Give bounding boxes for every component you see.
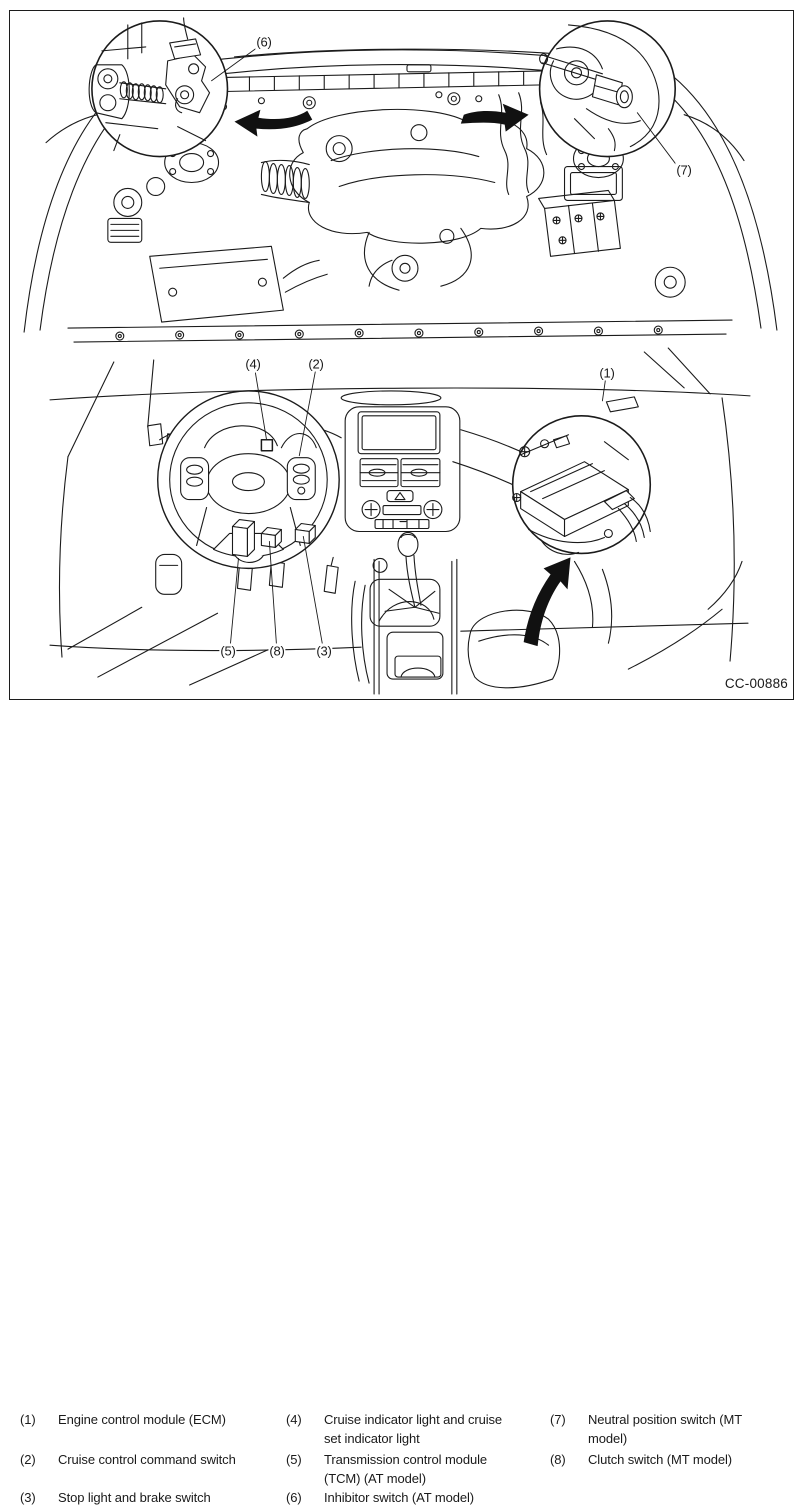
callout-label-4: (4) — [245, 356, 261, 372]
legend-item-number: (5) — [286, 1452, 302, 1467]
callout-label-2: (2) — [308, 356, 324, 372]
legend-item — [286, 1488, 520, 1507]
legend-item-text: Cruise control command switch — [58, 1452, 236, 1467]
legend-item-number: (2) — [20, 1452, 36, 1467]
cruise-indicator-marker — [261, 440, 272, 451]
callout-label-7: (7) — [676, 162, 692, 178]
callout-label-6: (6) — [256, 34, 272, 50]
component-location-illustration — [10, 11, 793, 699]
legend-item — [286, 1410, 520, 1448]
legend-item-number: (4) — [286, 1412, 302, 1427]
legend-item-text: Transmission control module (TCM) (AT model) — [324, 1452, 487, 1486]
legend-item-number: (8) — [550, 1452, 566, 1467]
figure-frame — [9, 10, 794, 700]
legend-item-text: Inhibitor switch (AT model) — [324, 1490, 474, 1505]
detail-circle-ecm — [513, 416, 651, 555]
callout-label-5: (5) — [220, 643, 236, 659]
legend-item-number: (3) — [20, 1490, 36, 1505]
legend-item — [550, 1450, 768, 1469]
arrow-to-ecm-detail — [524, 557, 571, 646]
legend — [0, 700, 804, 1505]
legend-item-text: Engine control module (ECM) — [58, 1412, 226, 1427]
legend-item-number: (6) — [286, 1490, 302, 1505]
figure-code: CC-00886 — [724, 676, 788, 691]
interior-drawing — [50, 348, 750, 694]
leader-3 — [303, 536, 322, 643]
leader-1 — [602, 380, 605, 401]
callout-label-8: (8) — [269, 643, 285, 659]
legend-item-text: Clutch switch (MT model) — [588, 1452, 733, 1467]
legend-item — [286, 1450, 520, 1488]
leader-5 — [230, 558, 238, 643]
legend-item-text: Stop light and brake switch — [58, 1490, 211, 1505]
legend-item — [550, 1410, 768, 1448]
legend-item-text: Cruise indicator light and cruise set indicator light — [324, 1412, 503, 1446]
callout-label-1: (1) — [599, 365, 615, 381]
legend-item-number: (1) — [20, 1412, 36, 1427]
legend-item — [20, 1450, 293, 1469]
legend-item-number: (7) — [550, 1412, 566, 1427]
detail-circle-inhibitor-switch — [89, 18, 227, 157]
legend-item-text: Neutral position switch (MT model) — [588, 1412, 742, 1446]
callout-label-3: (3) — [316, 643, 332, 659]
legend-item — [20, 1488, 293, 1507]
legend-item — [20, 1410, 293, 1429]
